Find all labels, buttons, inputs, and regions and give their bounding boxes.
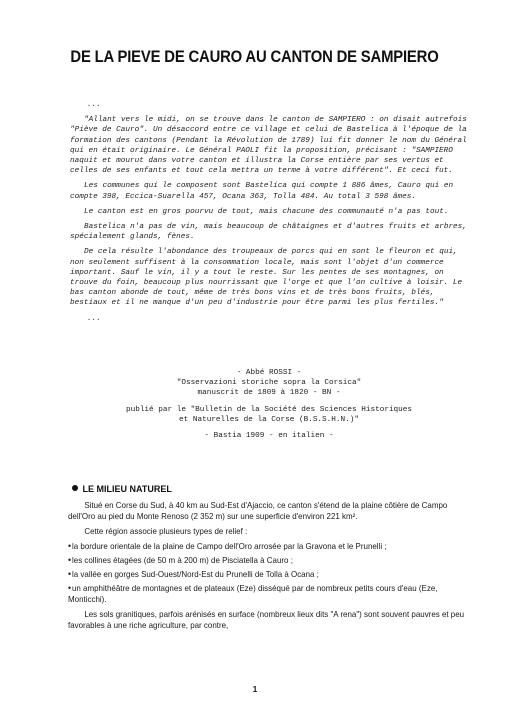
list-item-text: les collines étagées (de 50 m à 200 m) de Pisciatella à Cauro ; [71, 555, 293, 565]
quote-paragraph: Le canton est en gros pourvu de tout, mais chacune des communauté n'a pas tout. [84, 207, 449, 216]
page-number: 1 [252, 684, 258, 694]
source-manuscript: manuscrit de 1809 à 1820 - BN - [197, 389, 341, 398]
list-item [68, 569, 465, 580]
bullet-icon: • [68, 541, 72, 551]
section-heading-text: LE MILIEU NATUREL [82, 484, 172, 494]
list-item-text: la bordure orientale de la plaine de Campo dell'Oro arrosée par la Gravona et le Prunelli ; [71, 541, 387, 551]
source-published-line-2: et Naturelles de la Corse (B.S.S.H.N.)" [179, 415, 359, 424]
source-published-line-1: publié par le "Bulletin de la Société des Sciences Historiques [125, 405, 413, 414]
bullet-dot-icon [72, 485, 78, 491]
section-body [68, 500, 465, 635]
bullet-icon: • [68, 583, 72, 593]
quote-ellipsis-start: ... [87, 101, 101, 109]
bullet-icon: • [68, 555, 72, 565]
page-title: DE LA PIEVE DE CAURO AU CANTON DE SAMPIERO [70, 48, 439, 66]
quote-source [70, 368, 468, 441]
bullet-icon: • [68, 569, 72, 579]
body-paragraph: Situé en Corse du Sud, à 40 km au Sud-Est d'Ajaccio, ce canton s'étend de la plaine côtière de Campo dell'Oro au pied du Monte Renoso (2 352 m) sur une superficie d'environ 221 km². [68, 500, 448, 521]
relief-list [68, 541, 465, 605]
body-paragraph: Cette région associe plusieurs types de relief : [84, 526, 248, 536]
quote-paragraph: De cela résulte l'abondance des troupeaux de porcs qui en sont le fleuron et qui, non seulement suffisent à la consommation locale, mais sont l'objet d'un commerce important. Sauf le vin, il y a tout le reste. Sur les pentes de ses montagnes, on trouve du foin, beaucoup plus nourrissant que l'orge et que l'on cultive à loisir. Le bas canton abonde de tout, même de très bons vins et de très bons fruits, blés, bestiaux et il ne manque d'un peu d'industrie pour être parmi les plus fertiles." [70, 248, 463, 308]
source-place: - Bastia 1909 - en italien - [204, 432, 334, 441]
list-item-text: un amphithéâtre de montagnes et de plateaux (Eze) disséqué par de nombreux petits cours d'eau (Eze, Monticchi). [68, 583, 438, 604]
quote-ellipsis-end: ... [87, 314, 101, 323]
section-heading [72, 484, 452, 494]
quote-paragraph: Bastelica n'a pas de vin, mais beaucoup de châtaignes et d'autres fruits et arbres, spécialement glands, fènes. [70, 223, 467, 242]
body-paragraph: Les sols granitiques, parfois arénisés en surface (nombreux lieux dits "A rena") sont souvent pauvres et peu favorables à une riche agriculture, par contre, [68, 609, 465, 630]
historical-quote [70, 100, 468, 329]
quote-paragraph: Les communes qui le composent sont Bastelica qui compte 1 886 âmes, Cauro qui en compte 398, Eccica-Suarella 457, Ocana 363, Tolla 484. Au total 3 598 âmes. [70, 182, 454, 201]
list-item [68, 555, 465, 566]
source-author: - Abbé ROSSI - [236, 369, 302, 377]
list-item [68, 541, 465, 552]
list-item-text: la vallée en gorges Sud-Ouest/Nord-Est du Prunelli de Tolla à Ocana ; [71, 569, 319, 579]
quote-paragraph: "Allant vers le midi, on se trouve dans le canton de SAMPIERO : on disait autrefois "Piève de Cauro". Un désaccord entre ce village et celui de Bastelica à l'époque de la formation des cantons (Pendant la Révolution de 1789) lui fit donner le nom du Général qui en était originaire. Le Général PAOLI fit la proposition, précisant : "SAMPIERO naquit et mourut dans votre canton et illustra la Corse entière par ses vertus et celles de ses enfants et tout cela mettra un terme à votre différent". Et ceci fut. [70, 116, 467, 176]
source-work: "Osservazioni storiche sopra la Corsica" [176, 379, 362, 388]
list-item [68, 583, 465, 605]
